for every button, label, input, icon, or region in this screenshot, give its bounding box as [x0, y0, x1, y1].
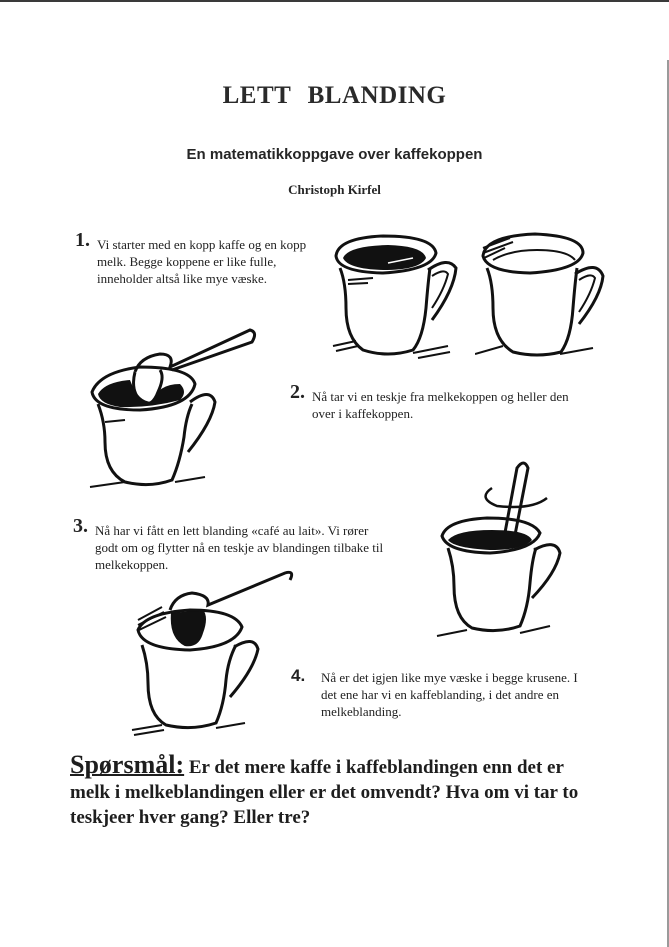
- step-text: Vi starter med en kopp kaffe og en kopp melk. Begge koppene er like fulle, inneholder altså like mye væske.: [97, 237, 307, 286]
- question-label: Spørsmål:: [70, 750, 185, 779]
- stirring-cup-illustration: [432, 458, 562, 643]
- question-text: Er det mere kaffe i kaffeblandingen enn det er melk i melkeblandingen eller er det omvendt? Hva om vi tar to teskjeer hver gang? Eller tre?: [70, 757, 579, 828]
- step-number: 3.: [73, 515, 88, 537]
- step-text: Nå har vi fått en lett blanding «café au lait». Vi rører godt om og flytter nå en teskje av blandingen tilbake til melkekoppen.: [95, 523, 384, 572]
- step-number: 2.: [290, 381, 305, 403]
- step-text: Nå tar vi en teskje fra melkekoppen og heller den over i kaffekoppen.: [312, 389, 569, 421]
- step-number: 1.: [75, 229, 90, 251]
- spoon-into-milk-illustration: [130, 565, 305, 740]
- step-4: [291, 666, 591, 720]
- question-block: [70, 752, 590, 830]
- coffee-cup-illustration: [328, 228, 458, 363]
- milk-cup-illustration: [475, 228, 610, 363]
- step-text: Nå er det igjen like mye væske i begge krusene. I det ene har vi en kaffeblanding, i det andre en melkeblanding.: [321, 670, 578, 719]
- author: Christoph Kirfel: [288, 182, 381, 197]
- page-subtitle: En matematikkoppgave over kaffekoppen: [186, 146, 483, 163]
- page-title: LETT BLANDING: [222, 82, 447, 109]
- step-1: [75, 229, 325, 287]
- spoon-into-coffee-illustration: [80, 322, 260, 497]
- step-number: 4.: [291, 666, 306, 685]
- scan-top-edge: [0, 0, 669, 2]
- step-2: [290, 381, 590, 422]
